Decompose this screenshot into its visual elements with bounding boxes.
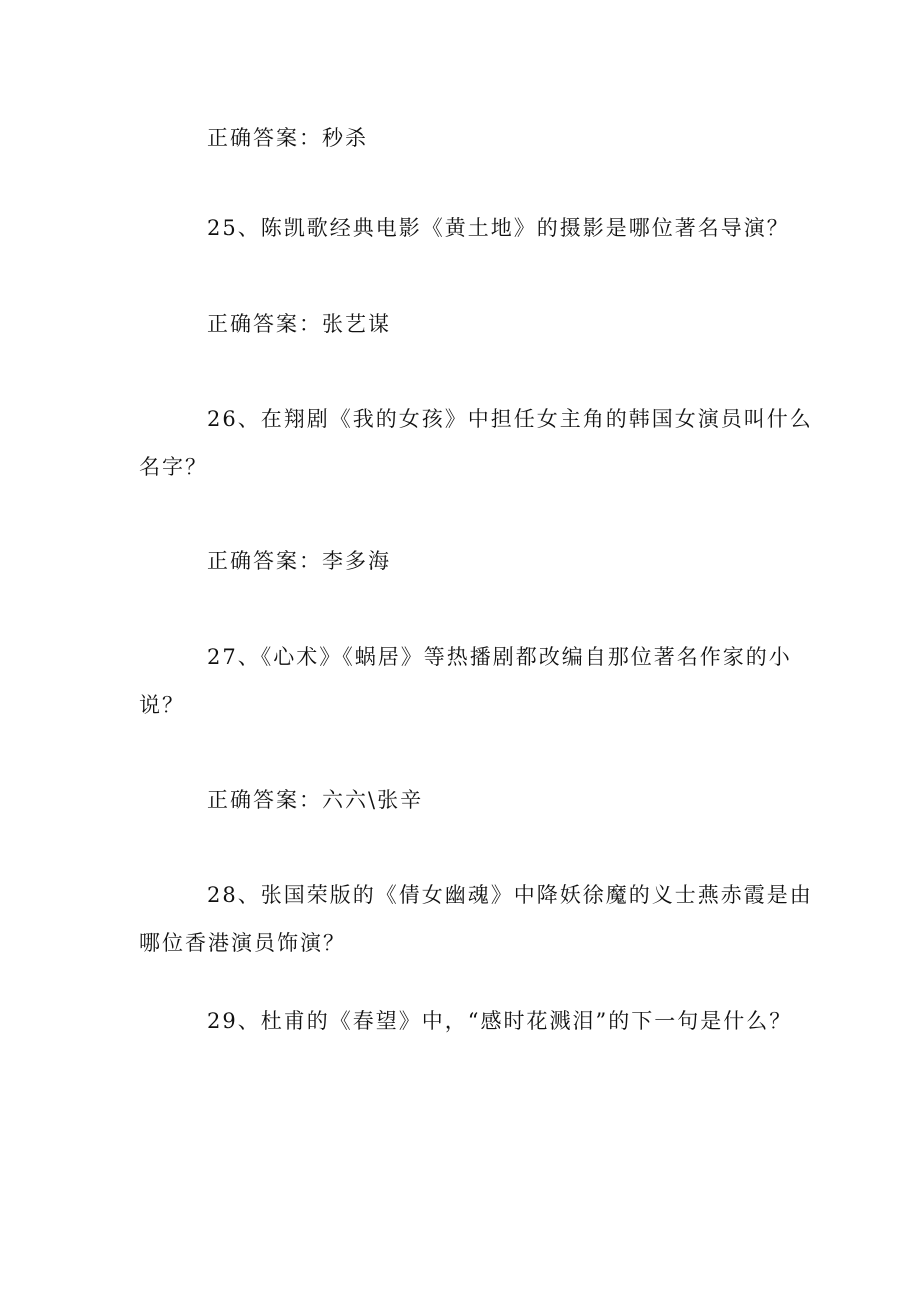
question-continuation: 名字？	[139, 455, 208, 479]
question-line: 28、张国荣版的《倩女幽魂》中降妖徐魔的义士燕赤霞是由	[207, 883, 813, 907]
answer-line: 正确答案：秒杀	[207, 126, 368, 150]
answer-line: 正确答案：李多海	[207, 549, 391, 573]
answer-line: 正确答案：张艺谋	[207, 312, 391, 336]
question-line: 29、杜甫的《春望》中，“感时花溅泪”的下一句是什么？	[207, 1009, 793, 1033]
question-line: 25、陈凯歌经典电影《黄土地》的摄影是哪位著名导演？	[207, 216, 790, 240]
question-continuation: 哪位香港演员饰演？	[139, 931, 346, 955]
question-line: 27、《心术》《蜗居》等热播剧都改编自那位著名作家的小	[207, 645, 792, 669]
question-line: 26、在翔剧《我的女孩》中担任女主角的韩国女演员叫什么	[207, 407, 813, 431]
answer-line: 正确答案：六六\张辛	[207, 788, 424, 812]
question-continuation: 说？	[139, 693, 185, 717]
